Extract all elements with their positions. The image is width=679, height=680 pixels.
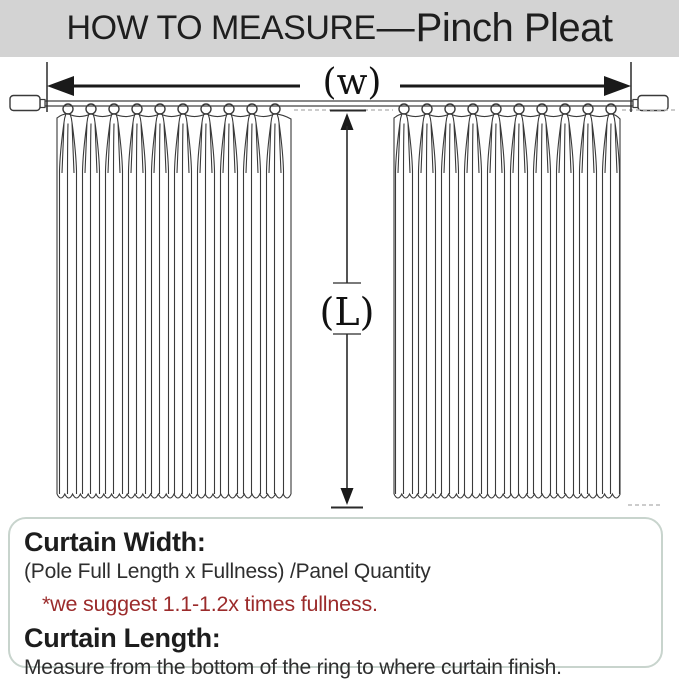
pinch-pleats-right xyxy=(396,104,620,494)
length-label: (L) xyxy=(319,290,375,334)
header-title-style: Pinch Pleat xyxy=(415,6,613,50)
rod-finial-left xyxy=(10,96,45,111)
header-title-main: HOW TO MEASURE xyxy=(66,9,376,47)
curtain-length-title: Curtain Length: xyxy=(24,622,221,653)
pinch-pleats-left xyxy=(60,104,284,494)
measurement-diagram xyxy=(0,57,679,515)
length-measure-arrow xyxy=(320,111,375,508)
width-label: (w) xyxy=(322,62,382,103)
rod-finial-right xyxy=(633,96,668,111)
curtain-panel-left xyxy=(57,104,291,498)
curtain-length-description: Measure from the bottom of the ring to where curtain finish. xyxy=(24,655,562,679)
header-title-dash: — xyxy=(376,7,415,49)
curtain-panel-right xyxy=(394,104,620,498)
instructions-box xyxy=(8,517,663,679)
header-bar xyxy=(0,0,679,57)
curtain-width-formula: (Pole Full Length x Fullness) /Panel Quantity xyxy=(24,559,431,583)
curtain-width-title: Curtain Width: xyxy=(24,527,206,557)
fullness-note: *we suggest 1.1-1.2x times fullness. xyxy=(42,592,378,617)
